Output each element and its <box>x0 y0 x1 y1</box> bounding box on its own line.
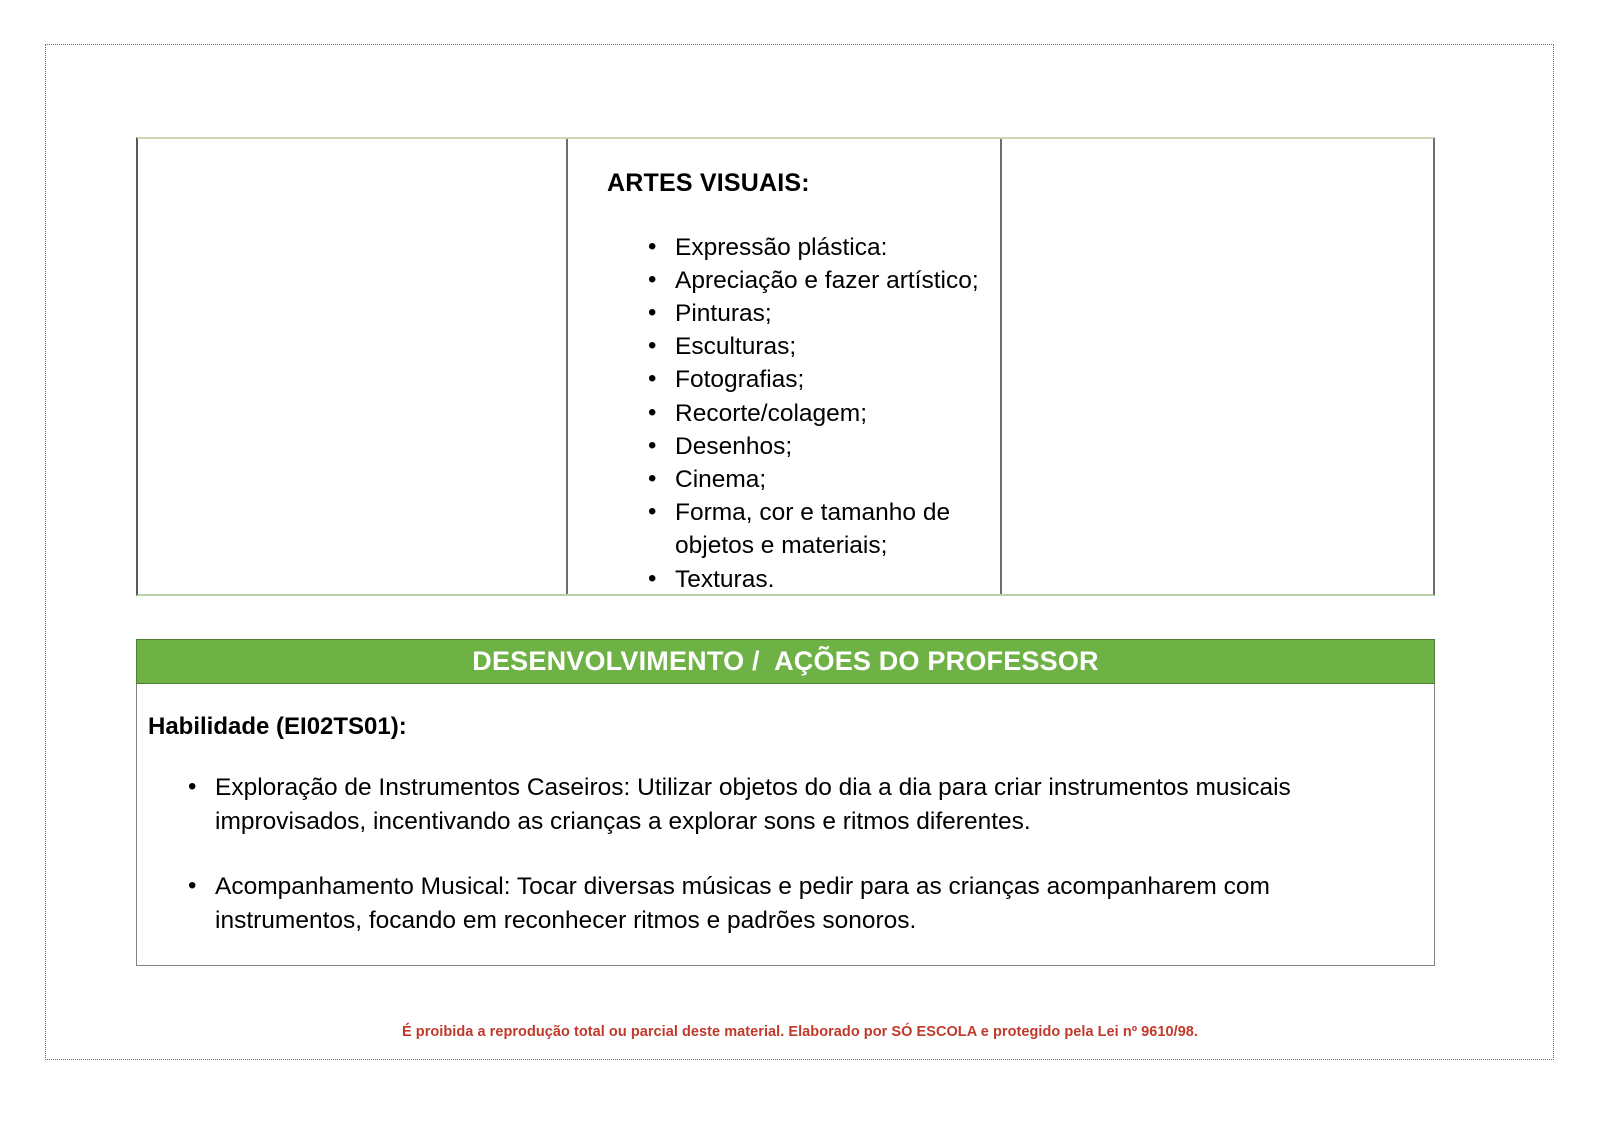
list-item: • Apreciação e fazer artístico; <box>607 264 990 297</box>
list-item: • Pinturas; <box>607 297 990 330</box>
table-cell-right <box>1002 139 1433 594</box>
list-item: • Fotografias; <box>607 363 990 396</box>
table-cell-center <box>566 139 1002 594</box>
acoes-professor-list <box>148 771 1404 938</box>
list-item: • Expressão plástica: <box>607 231 990 264</box>
artes-visuais-heading: ARTES VISUAIS: <box>607 169 810 197</box>
list-item: • Esculturas; <box>607 330 990 363</box>
section-header-title: DESENVOLVIMENTO / AÇÕES DO PROFESSOR <box>472 646 1099 676</box>
table-cell-left <box>138 139 566 594</box>
list-item: • Acompanhamento Musical: Tocar diversas músicas e pedir para as crianças acompanharem com instrumentos, focando em reconhecer ritmos e padrões sonoros. <box>148 870 1404 938</box>
artes-visuais-list <box>607 231 990 596</box>
list-item: • Texturas. <box>607 563 990 596</box>
desenvolvimento-content-box <box>136 684 1435 966</box>
copyright-footer: É proibida a reprodução total ou parcial deste material. Elaborado por SÓ ESCOLA e protegido pela Lei nº 9610/98. <box>401 1024 1198 1040</box>
list-item: • Cinema; <box>607 463 990 496</box>
list-item: • Exploração de Instrumentos Caseiros: Utilizar objetos do dia a dia para criar instrumentos musicais improvisados, incentivando as crianças a explorar sons e ritmos diferentes. <box>148 771 1404 839</box>
list-item: • Desenhos; <box>607 430 990 463</box>
desenvolvimento-section-header <box>136 639 1435 684</box>
artes-visuais-table <box>136 137 1435 596</box>
habilidade-label: Habilidade (EI02TS01): <box>148 713 407 740</box>
list-item: • Forma, cor e tamanho de objetos e materiais; <box>607 496 990 562</box>
list-item: • Recorte/colagem; <box>607 397 990 430</box>
